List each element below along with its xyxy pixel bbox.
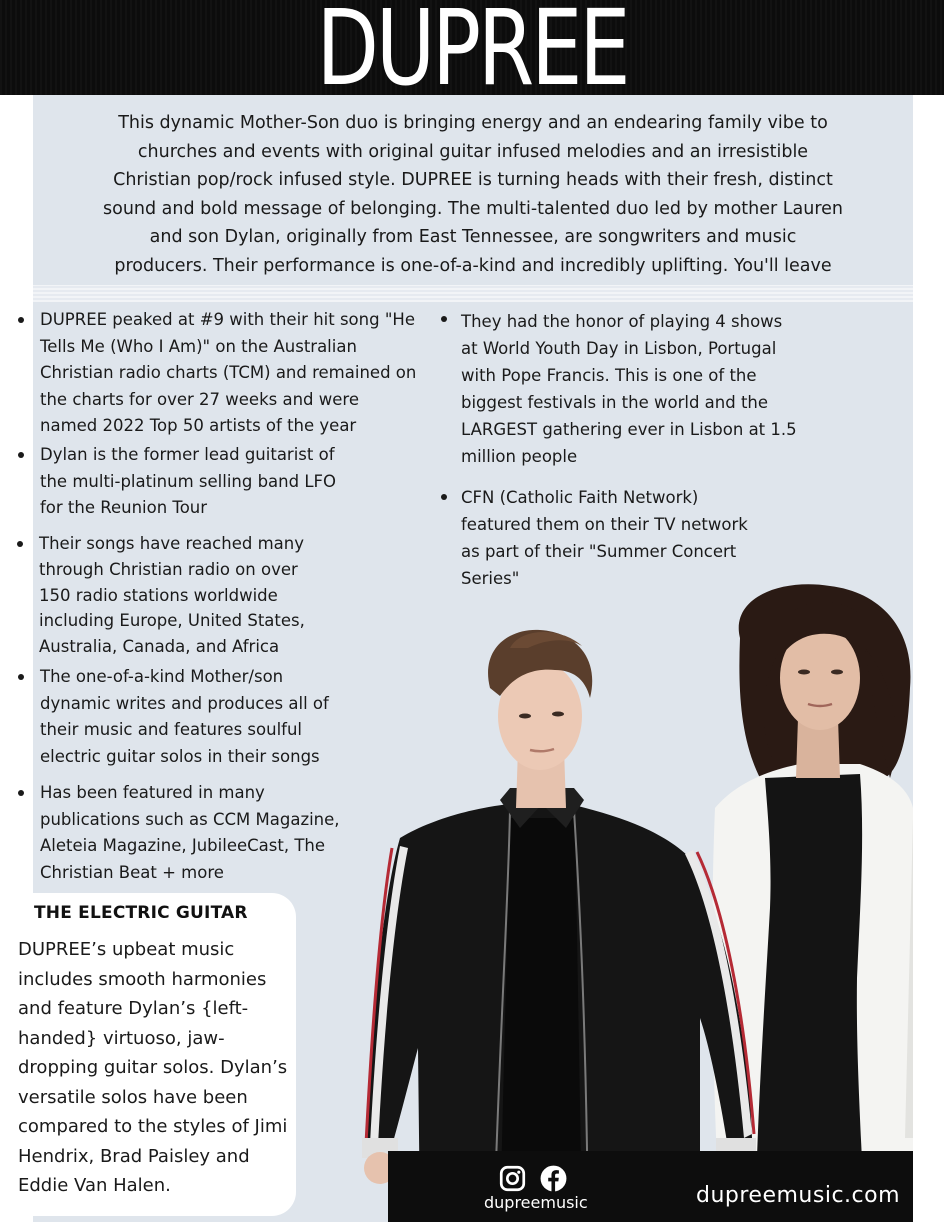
bullet-text: DUPREE peaked at #9 with their hit song "He Tells Me (Who I Am)" on the Australian Christian radio charts (TCM) and remained on the charts for over 27 weeks and were named 2022 Top 50 artists of the year [40,310,417,435]
bullet-icon [18,674,24,680]
bullet-text: Has been featured in many publications such as CCM Magazine, Aleteia Magazine, JubileeCast, The Christian Beat + more [40,783,340,882]
divider-band [33,285,913,302]
bullet-text: Dylan is the former lead guitarist of the multi-platinum selling band LFO for the Reunion Tour [40,445,337,517]
intro-text: This dynamic Mother-Son duo is bringing energy and an endearing family vibe to churches and events with original guitar infused melodies and an irresistible Christian pop/rock infused style. DUPREE is turning heads with their fresh, distinct sound and bold message of belonging. The multi-talented duo led by mother Lauren and son Dylan, originally from East Tennessee, are songwriters and music producers. Their performance is one-of-a-kind and incredibly uplifting. You'll leave [103,113,843,276]
list-item [40,307,418,440]
bullet-icon [441,494,447,500]
bullet-icon [18,317,24,323]
social-handle[interactable]: dupreemusic [484,1193,588,1212]
list-item [39,531,331,660]
bullet-text: CFN (Catholic Faith Network) featured them on their TV network as part of their "Summer Concert Series" [461,488,748,588]
bullet-icon [17,541,23,547]
website-link[interactable]: dupreemusic.com [696,1183,901,1208]
bullet-icon [18,790,24,796]
electric-guitar-text: DUPREE’s upbeat music includes smooth harmonies and feature Dylan’s {left-handed} virtuoso, jaw-dropping guitar solos. Dylan’s versatile solos have been compared to the styles of Jimi Hendrix, Brad Paisley and Eddie Van Halen. [18,939,288,1196]
man-figure [362,630,756,1222]
list-item [40,780,356,886]
facebook-icon[interactable] [540,1165,567,1192]
electric-guitar-heading: THE ELECTRIC GUITAR [34,903,248,923]
footer-bar [388,1151,913,1222]
bullet-text: Their songs have reached many through Christian radio on over 150 radio stations worldwide including Europe, United States, Australia, Canada, and Africa [39,534,305,657]
bullet-icon [441,316,447,322]
bullet-icon [18,452,24,458]
list-item [461,308,801,470]
bullet-text: The one-of-a-kind Mother/son dynamic writes and produces all of their music and features soulful electric guitar solos in their songs [40,667,329,766]
bullet-text: They had the honor of playing 4 shows at World Youth Day in Lisbon, Portugal with Pope Francis. This is one of the biggest festivals in the world and the LARGEST gathering ever in Lisbon at 1.5 million people [461,312,797,466]
header-banner [0,0,944,95]
brand-title: DUPREE [316,0,628,95]
electric-guitar-card [0,893,296,1216]
list-item [40,442,350,522]
instagram-icon[interactable] [499,1165,526,1192]
duo-photo [360,578,913,1222]
duo-photo-graphic [360,578,913,1222]
list-item [461,484,753,592]
intro-box [33,95,913,285]
list-item [40,664,340,770]
